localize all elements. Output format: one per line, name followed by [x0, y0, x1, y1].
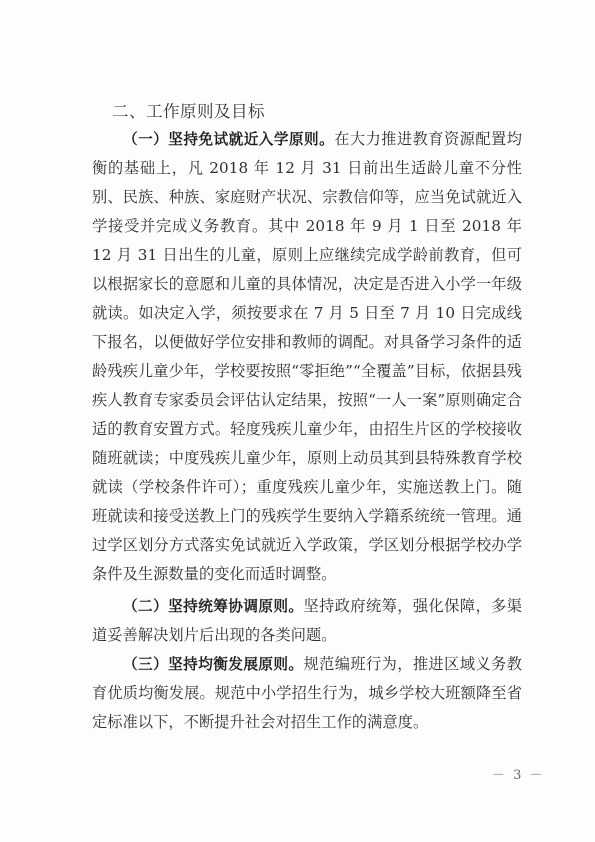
paragraph-body: 规范编班行为，推进区域义务教育优质均衡发展。规范中小学招生行为，城乡学校大班额降至省定标准以下，不断提升社会对招生工作的满意度。	[92, 655, 523, 731]
section-heading: 二、工作原则及目标	[112, 102, 265, 121]
paragraph-balanced-development-principle	[92, 650, 522, 737]
paragraph-body: 坚持政府统筹，强化保障，多渠道妥善解决划片后出现的各类问题。	[92, 597, 523, 644]
paragraph-coordination-principle	[92, 592, 522, 650]
paragraph-lead: （二）坚持统筹协调原则。	[123, 598, 304, 615]
paragraph-body: 在大力推进教育资源配置均衡的基础上，凡 2018 年 12 月 31 日前出生适龄儿童不分性别、民族、种族、家庭财产状况、宗教信仰等，应当免试就近入学接受并完成义务教育。其中 2018 年 9 月 1 日至 2018 年 12 月 31 日出生的儿童，原则上应继续完成学龄前教育，但可以根据家长的意愿和儿童的具体情况，决定是否进入小学一年级就读。如决定入学，须按要求在 7 月 5 日至 7 月 10 日完成线下报名，以便做好学位安排和教师的调配。对具备学习条件的适龄残疾儿童少年，学校要按照“零拒绝”“全覆盖”目标，依据县残疾人教育专家委员会评估认定结果，按照“一人一案”原则确定合适的教育安置方式。轻度残疾儿童少年，由招生片区的学校接收随班就读；中度残疾儿童少年，原则上动员其到县特殊教育学校就读（学校条件许可）；重度残疾儿童少年，实施送教上门。随班就读和接受送教上门的残疾学生要纳入学籍系统统一管理。通过学区划分方式落实免试就近入学政策，学区划分根据学校办学条件及生源数量的变化而适时调整。	[92, 130, 522, 583]
page-number: － 3 －	[492, 768, 545, 783]
paragraph-lead: （一）坚持免试就近入学原则。	[123, 131, 335, 148]
paragraph-lead: （三）坚持均衡发展原则。	[123, 656, 304, 673]
paragraph-enrollment-principle	[92, 125, 522, 589]
